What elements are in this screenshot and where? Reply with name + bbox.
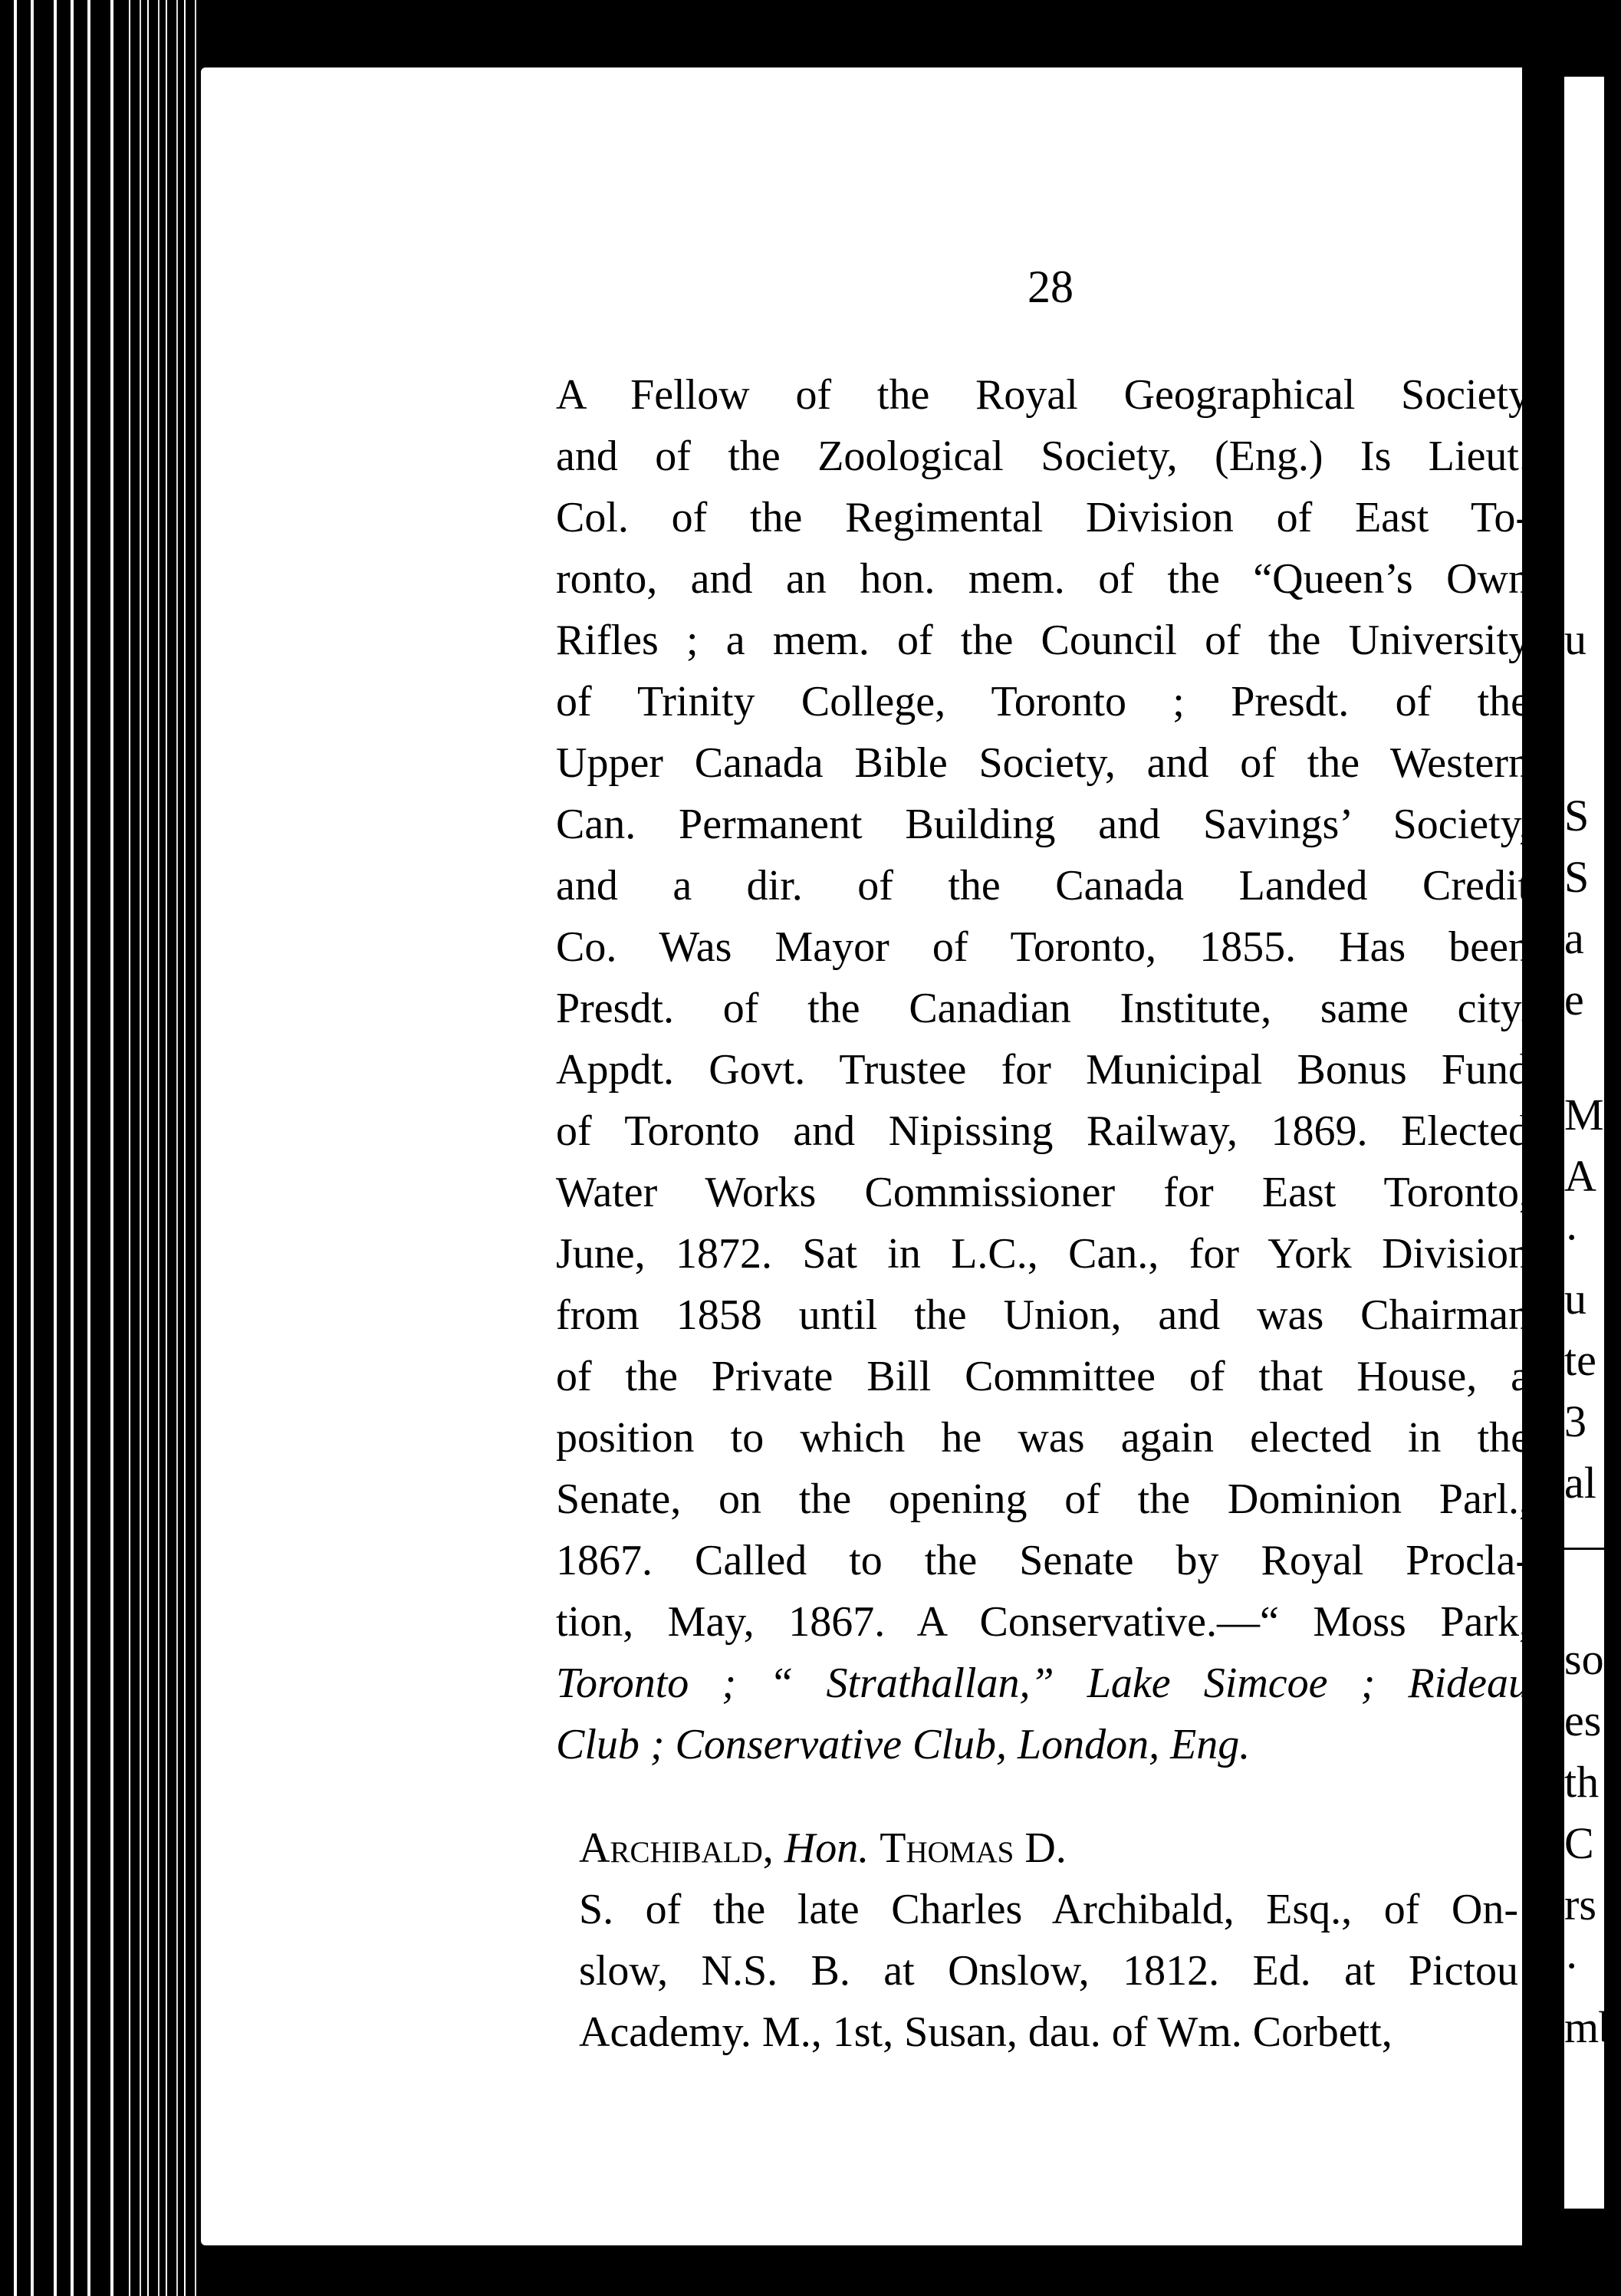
- text-line: from 1858 until the Union, and was Chairman: [556, 1291, 1530, 1339]
- facing-text-fragment: mb: [1564, 2002, 1621, 2052]
- text-line: and of the Zoological Society, (Eng.) Is Lieut.: [556, 433, 1530, 480]
- text-line: S. of the late Charles Archibald, Esq., of On-: [579, 1886, 1518, 1933]
- biography-paragraph-2: [579, 1879, 1518, 2063]
- biography-paragraph-1: [556, 364, 1530, 1775]
- facing-text-fragment: a: [1564, 913, 1584, 963]
- facing-text-fragment: u: [1564, 1274, 1586, 1324]
- facing-text-fragment: S: [1564, 791, 1590, 840]
- facing-text-fragment: e: [1564, 975, 1584, 1025]
- page-number: 28: [1028, 262, 1074, 312]
- text-line: A Fellow of the Royal Geographical Society: [556, 371, 1530, 419]
- facing-text-fragment: A: [1564, 1151, 1596, 1201]
- text-line: Rifles ; a mem. of the Council of the University: [556, 617, 1530, 664]
- text-line: of the Private Bill Committee of that House, a: [556, 1353, 1530, 1400]
- facing-text-fragment: th: [1564, 1757, 1600, 1807]
- facing-text-fragment: al: [1564, 1458, 1596, 1508]
- text-line: of Toronto and Nipissing Railway, 1869. Elected: [556, 1107, 1530, 1155]
- text-line: Presdt. of the Canadian Institute, same city.: [556, 985, 1530, 1032]
- text-line: ronto, and an hon. mem. of the “Queen’s Own: [556, 555, 1530, 603]
- heading-given-names: Thomas D.: [880, 1824, 1067, 1872]
- text-line: position to which he was again elected in the: [556, 1414, 1530, 1462]
- heading-honorific: Hon.: [784, 1824, 870, 1872]
- text-line: Senate, on the opening of the Dominion Parl.,: [556, 1475, 1530, 1523]
- text-line-italic: Club ; Conservative Club, London, Eng.: [556, 1721, 1251, 1768]
- facing-text-fragment: —: [1564, 1519, 1609, 1569]
- entry-heading: [579, 1817, 1067, 1879]
- text-line: June, 1872. Sat in L.C., Can., for York Division: [556, 1230, 1530, 1278]
- text-line: of Trinity College, Toronto ; Presdt. of the: [556, 678, 1530, 725]
- text-line: Upper Canada Bible Society, and of the Western: [556, 739, 1530, 787]
- facing-text-fragment: es: [1564, 1696, 1602, 1745]
- text-line: 1867. Called to the Senate by Royal Procla-: [556, 1537, 1530, 1584]
- facing-text-fragment: u: [1564, 614, 1586, 664]
- facing-text-fragment: so: [1564, 1634, 1604, 1684]
- facing-text-fragment: 3: [1564, 1396, 1586, 1446]
- facing-text-fragment: ·: [1564, 1212, 1580, 1262]
- text-line: Col. of the Regimental Division of East To-: [556, 494, 1530, 541]
- text-line: Co. Was Mayor of Toronto, 1855. Has been: [556, 923, 1530, 971]
- facing-text-fragment: te: [1564, 1335, 1596, 1385]
- text-line-italic: Toronto ; “ Strathallan,” Lake Simcoe ; Rideau: [556, 1660, 1530, 1707]
- facing-text-fragment: C: [1564, 1818, 1594, 1868]
- facing-text-fragment: S: [1564, 852, 1590, 902]
- book-binding-gutter: [0, 0, 201, 2296]
- text-line: tion, May, 1867. A Conservative.—“ Moss Park,: [556, 1598, 1530, 1646]
- text-line: Academy. M., 1st, Susan, dau. of Wm. Corbett,: [579, 2008, 1392, 2056]
- text-line: and a dir. of the Canada Landed Credit: [556, 862, 1530, 910]
- facing-text-fragment: M: [1564, 1090, 1604, 1140]
- facing-text-fragment: ·: [1564, 1941, 1580, 1991]
- text-line: Can. Permanent Building and Savings’ Society,: [556, 801, 1530, 848]
- text-line: Appdt. Govt. Trustee for Municipal Bonus Fund: [556, 1046, 1530, 1094]
- facing-text-fragment: rs: [1564, 1880, 1596, 1929]
- text-line: Water Works Commissioner for East Toronto,: [556, 1169, 1530, 1216]
- text-line: slow, N.S. B. at Onslow, 1812. Ed. at Pictou: [579, 1947, 1518, 1995]
- heading-surname: Archibald,: [579, 1824, 774, 1872]
